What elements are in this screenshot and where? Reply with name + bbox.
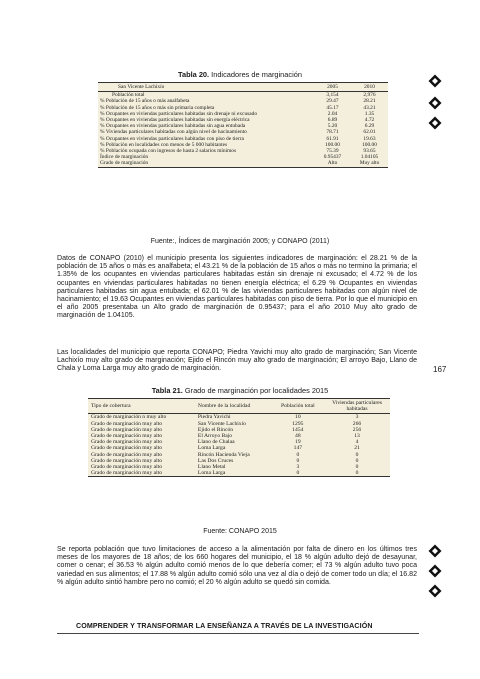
table-cell: % Ocupantes en viviendas particulares habitadas con piso de tierra (100, 135, 244, 142)
table-cell: 93.65 (363, 148, 376, 155)
table-cell: 62.01 (363, 129, 376, 136)
table-21 (88, 398, 390, 477)
table-cell: 2.04 (327, 110, 338, 117)
table-cell: % Ocupantes en viviendas particulares habitadas sin agua entubada (100, 123, 246, 130)
table-cell: El Arroyo Bajo (197, 433, 233, 440)
table-cell: Grado de marginación muy alto (91, 420, 163, 427)
table-cell: 266 (352, 420, 362, 427)
table-cell: % Población de 15 años o más analfabeta (100, 98, 190, 105)
table-cell: Llano de Chalaa (197, 439, 235, 446)
table-cell: Grado de marginación muy alto (91, 451, 163, 458)
table-cell: % Ocupantes en viviendas particulares habitadas sin energía eléctrica (100, 117, 250, 124)
footer-rule (57, 633, 419, 634)
table-row (98, 160, 388, 167)
paragraph-food-access: Se reporta población que tuvo limitaciones de acceso a la alimentación por falta de dinero en los últimos tres meses de los mayores de 18 años; de los 660 hogares del municipio, el 18 % algún adulto dejó de desayunar, comer o cenar; el 36.53 % algún adulto comió menos de lo que debería comer; el 73 % algún adulto tuvo poca variedad en sus alimentos; el 17.88 % algún adulto comió sólo una vez al día o dejó de comer todo un día; el 16.82 % algún adulto sintió hambre pero no comió; el 20 % algún adulto se quedó sin comida. (57, 546, 417, 586)
diamond-ornament-icon (428, 564, 442, 578)
paragraph-localities: Las localidades del municipio que reporta CONAPO; Piedra Yavichi muy alto grado de marginación; San Vicente Lachixío muy alto grado de marginación; Ejido el Rincón muy alto grado de marginación; El arroyo Bajo, Llano de Chala y Loma Larga muy alto grado de marginación. (57, 349, 417, 373)
table-cell: Loma Larga (195, 470, 272, 477)
table-cell: Grado de marginación n muy alto (91, 414, 167, 421)
table-cell: 48 (295, 433, 301, 440)
table-cell: 0 (355, 464, 359, 471)
table-cell: 21 (354, 445, 360, 452)
table-cell: Muy alto (351, 160, 388, 167)
table-cell: Alto (314, 160, 351, 167)
table-cell: 10 (295, 414, 301, 421)
table-cell: 4 (355, 439, 359, 446)
table-21-header-cell: Tipo de cobertura (88, 399, 195, 414)
table-cell: Piedra Yavichi (197, 414, 231, 421)
table-cell: 3,154 (326, 92, 339, 99)
table-cell: 0.95437 (323, 154, 342, 161)
table-cell: 6.29 (364, 123, 375, 130)
table-21-source: Fuente: CONAPO 2015 (203, 528, 277, 535)
table-20-header-cell: San Vicente Lachixío (98, 83, 314, 92)
diamond-ornament-icon (428, 544, 442, 558)
table-cell: 100.00 (362, 141, 377, 148)
table-cell: 2,976 (363, 92, 376, 99)
table-cell: 1454 (292, 426, 304, 433)
table-cell: Grado de marginación muy alto (91, 445, 163, 452)
diamond-ornament-icon (428, 116, 442, 130)
page-number: 167 (433, 365, 447, 374)
table-cell: 4.72 (364, 117, 375, 124)
table-cell: 19 (295, 439, 301, 446)
table-cell: Ejido el Rincón (197, 426, 234, 433)
table-cell: 0 (355, 457, 359, 464)
table-cell: Grado de marginación muy alto (91, 433, 163, 440)
table-cell: Grado de marginación muy alto (91, 464, 163, 471)
table-cell: Loma Larga (197, 445, 226, 452)
diamond-ornament-icon (428, 584, 442, 598)
diamond-ornament-icon (428, 74, 442, 88)
table-cell: Las Dos Cruces (197, 457, 234, 464)
table-cell: % Población ocupada con ingresos de hasta 2 salarios mínimos (100, 148, 237, 155)
table-20-header-cell: 2005 (314, 83, 351, 92)
table-21-title: Tabla 21. Grado de marginación por localidades 2015 (151, 386, 329, 395)
table-cell: Llano Metal (197, 464, 226, 471)
table-cell: Grado de marginación muy alto (91, 426, 163, 433)
table-21-header-cell: Nombre de la localidad (195, 399, 272, 414)
table-cell: 3 (296, 464, 300, 471)
table-cell: 147 (293, 445, 303, 452)
table-cell: 0 (296, 457, 300, 464)
table-cell: 78.71 (326, 129, 339, 136)
table-cell: 3 (355, 414, 359, 421)
table-cell: Índice de marginación (100, 154, 149, 161)
table-cell: 0 (324, 470, 390, 477)
table-21-header (88, 399, 390, 414)
table-cell: Grado de marginación muy alto (91, 439, 163, 446)
table-cell: 100.00 (325, 141, 340, 148)
table-cell: Grado de marginación muy alto (88, 470, 195, 477)
table-cell: % Población en localidades con menos de 5 000 habitantes (100, 141, 228, 148)
table-cell: 1295 (292, 420, 304, 427)
paragraph-indicators: Datos de CONAPO (2010) el municipio presenta los siguientes indicadores de marginación: el 28.21 % de la población de 15 años o más es analfabeta; el 43.21 % de la población de 15 años o más no termino la primaria; el 1.35% de los ocupantes en viviendas particulares habitadas están sin drenaje ni excusado; el 4.72 % de los ocupantes en viviendas particulares habitadas no tienen energía eléctrica; el 6.29 % Ocupantes en viviendas particulares habitadas sin agua entubada; el 62.01 % de las viviendas particulares habitadas con algún nivel de hacinamiento; el 19.63 Ocupantes en viviendas particulares habitadas con piso de tierra. Por lo que el municipio en el año 2005 presentaba un Alto grado de marginación de 0.95437; para el año 2010 Muy alto grado de marginación de 1.04105. (57, 255, 418, 320)
table-cell: 28.21 (363, 98, 376, 105)
table-cell: 13 (354, 433, 360, 440)
table-cell: % Población de 15 años o más sin primaria completa (100, 104, 215, 111)
table-cell: 0 (296, 451, 300, 458)
table-cell: 75.39 (326, 148, 339, 155)
table-cell: 19.63 (363, 135, 376, 142)
table-cell: Grado de marginación muy alto (91, 457, 163, 464)
table-21-header-cell: Población total (272, 399, 324, 414)
table-cell: 6.89 (327, 117, 338, 124)
table-cell: 61.91 (326, 135, 339, 142)
table-cell: Rincón Hacienda Vieja (197, 451, 250, 458)
table-cell: % Ocupantes en viviendas particulares habitadas sin drenaje ni excusado (100, 110, 258, 117)
table-cell: Población total (112, 92, 145, 99)
table-cell: 45.17 (326, 104, 339, 111)
table-21-header-cell: Viviendas particulares habitadas (324, 399, 390, 414)
table-cell: 256 (352, 426, 362, 433)
table-cell: 1.04105 (360, 154, 379, 161)
table-cell: 0 (355, 451, 359, 458)
table-cell: 1.35 (364, 110, 375, 117)
running-footer: COMPRENDER Y TRANSFORMAR LA ENSEÑANZA A TRAVÉS DE LA INVESTIGACIÓN (76, 622, 373, 630)
table-row (88, 470, 390, 477)
table-cell: 5.20 (327, 123, 338, 130)
table-cell: 43.21 (363, 104, 376, 111)
table-row (88, 414, 390, 421)
table-cell: San Vicente Lachixío (197, 420, 246, 427)
table-20-header (98, 83, 388, 92)
diamond-ornament-icon (428, 96, 442, 110)
table-cell: % Viviendas particulares habitadas con algún nivel de hacinamiento (100, 129, 247, 136)
table-20-title: Tabla 20. Indicadores de marginación (178, 70, 302, 79)
table-20 (98, 82, 388, 168)
table-cell: 0 (272, 470, 324, 477)
table-cell: Grado de marginación (98, 160, 314, 167)
table-cell: 29.47 (326, 98, 339, 105)
table-20-source: Fuente:, Índices de marginación 2005; y CONAPO (2011) (150, 238, 330, 245)
table-20-header-cell: 2010 (351, 83, 388, 92)
